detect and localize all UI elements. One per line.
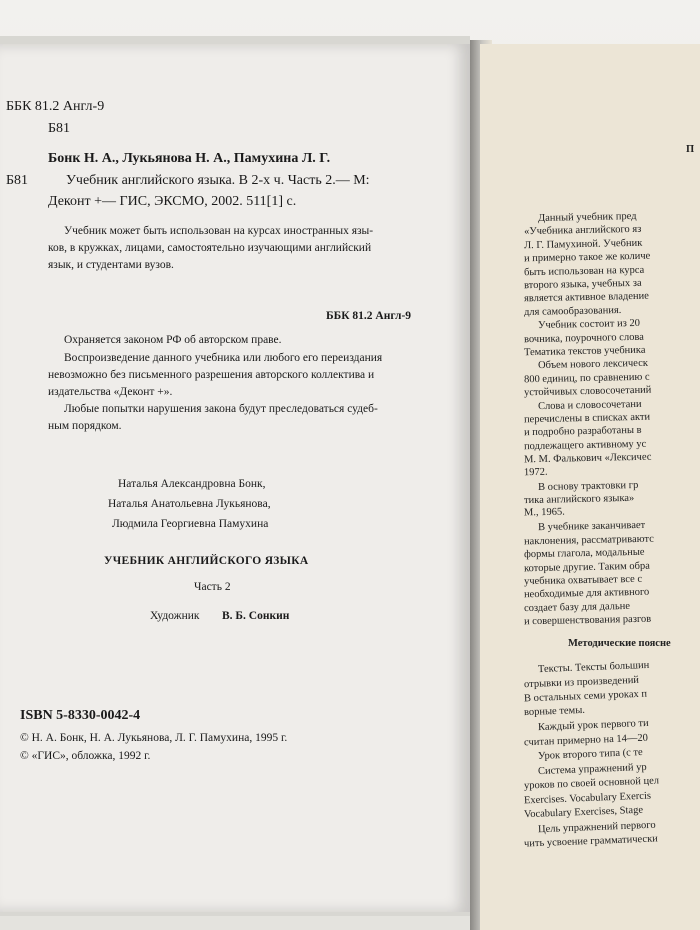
right-page-line: для самообразования. — [523, 304, 622, 318]
right-page-line: отрывки из произведений — [523, 674, 640, 690]
right-page-line: необходимые для активного — [523, 587, 650, 601]
left-page — [0, 44, 470, 912]
right-page-line: формы глагола, модальные — [523, 546, 645, 561]
copyright-notice-line: Охраняется законом РФ об авторском праве. — [64, 334, 282, 346]
right-page-line: В основу трактовки гр — [537, 479, 639, 493]
right-page-line: вочника, поурочного слова — [523, 331, 644, 345]
copyright-notice-line: Любые попытки нарушения закона будут преследоваться судеб- — [64, 403, 378, 415]
right-page-line: Объем нового лексическ — [537, 358, 649, 372]
code-inline: Б81 — [6, 173, 29, 188]
annotation-line: Учебник может быть использован на курсах иностранных язы- — [64, 225, 374, 237]
isbn: ISBN 5-8330-0042-4 — [20, 708, 141, 723]
right-page-line: Exercises. Vocabulary Exercis — [523, 790, 652, 806]
right-page-line: Тексты. Тексты большин — [537, 659, 650, 676]
right-page-line: создает базу для дальне — [523, 600, 631, 614]
right-page-line: 800 единиц, по сравнению с — [523, 371, 650, 386]
right-page-line: которые другие. Таким обра — [523, 560, 650, 574]
right-page-line: наклонения, рассматриваютс — [523, 533, 654, 548]
right-page — [480, 44, 700, 930]
right-page-line: В учебнике заканчивает — [537, 520, 646, 534]
copyright-line: © Н. А. Бонк, Н. А. Лукьянова, Л. Г. Памухина, 1995 г. — [20, 732, 288, 744]
right-page-line: 1972. — [523, 466, 548, 478]
right-page-line: перечислены в списках акти — [523, 411, 651, 426]
right-page-line: Данный учебник пред — [537, 210, 637, 225]
copyright-line: © «ГИС», обложка, 1992 г. — [20, 750, 151, 762]
right-page-line: Каждый урок первого ти — [537, 717, 649, 734]
authors-line: Бонк Н. А., Лукьянова Н. А., Памухина Л. Г. — [48, 151, 331, 166]
right-page-line: тика английского языка» — [523, 492, 635, 507]
annotation-line: ков, в кружках, лицами, самостоятельно изучающими английский — [48, 242, 372, 254]
book-title: УЧЕБНИК АНГЛИЙСКОГО ЯЗЫКА — [104, 555, 309, 567]
right-page-line: Система упражнений ур — [537, 761, 647, 777]
copyright-notice-line: издательства «Деконт +». — [48, 386, 173, 398]
copyright-notice-line: ным порядком. — [48, 420, 122, 432]
right-header-fragment: П — [686, 144, 695, 155]
right-page-line: и подробно разработаны в — [523, 425, 642, 439]
copyright-notice-line: невозможно без письменного разрешения авторского коллектива и — [48, 369, 375, 381]
full-author: Людмила Георгиевна Памухина — [112, 518, 269, 530]
right-page-line: второго языка, учебных за — [523, 277, 642, 292]
right-page-line: и совершенствования разгов — [523, 613, 652, 628]
right-page-line: Тематика текстов учебника — [523, 344, 646, 359]
right-page-line: М., 1965. — [523, 506, 565, 519]
full-author: Наталья Анатольевна Лукьянова, — [108, 498, 271, 510]
right-section-heading: Методические поясне — [568, 638, 671, 649]
right-page-line: устойчивых словосочетаний — [523, 384, 652, 399]
illustrator-label: Художник — [150, 610, 200, 622]
copyright-notice-line: Воспроизведение данного учебника или любого его переиздания — [64, 352, 383, 364]
bbk-header: ББК 81.2 Англ-9 — [6, 99, 105, 114]
annotation-line: язык, и студентами вузов. — [48, 259, 174, 271]
right-page-line: быть использован на курса — [523, 264, 645, 278]
right-page-line: и примерно такое же количе — [523, 250, 651, 265]
bbk-right: ББК 81.2 Англ-9 — [326, 310, 412, 322]
code-header: Б81 — [48, 121, 71, 136]
biblio-line-1: Учебник английского языка. В 2-х ч. Часть 2.— М: — [66, 173, 370, 188]
right-page-line: подлежащего активному ус — [523, 438, 647, 453]
right-page-line: В остальных семи уроках п — [523, 688, 648, 705]
right-page-line: Урок второго типа (с те — [537, 746, 643, 763]
right-page-line: ворные темы. — [523, 704, 586, 718]
part-label: Часть 2 — [194, 581, 231, 593]
full-author: Наталья Александровна Бонк, — [118, 478, 266, 490]
right-page-line: М. М. Фалькович «Лексичес — [523, 451, 652, 466]
right-page-line: Л. Г. Памухиной. Учебник — [523, 237, 643, 252]
right-page-line: учебника охватывает все с — [523, 573, 643, 588]
illustrator-name: В. Б. Сонкин — [222, 610, 290, 622]
right-page-line: является активное владение — [523, 291, 650, 305]
right-page-line: Vocabulary Exercises, Stage — [523, 804, 644, 821]
right-page-line: считан примерно на 14—20 — [523, 732, 649, 748]
right-page-line: уроков по своей основной цел — [523, 775, 660, 792]
right-page-line: чить усвоение грамматически — [523, 833, 659, 850]
right-page-line: Цель упражнений первого — [537, 819, 656, 835]
right-page-line: «Учебника английского яз — [523, 224, 642, 238]
biblio-line-2: Деконт +— ГИС, ЭКСМО, 2002. 511[1] с. — [48, 194, 297, 209]
right-page-line: Слова и словосочетани — [537, 398, 642, 412]
right-page-line: Учебник состоит из 20 — [537, 318, 641, 332]
